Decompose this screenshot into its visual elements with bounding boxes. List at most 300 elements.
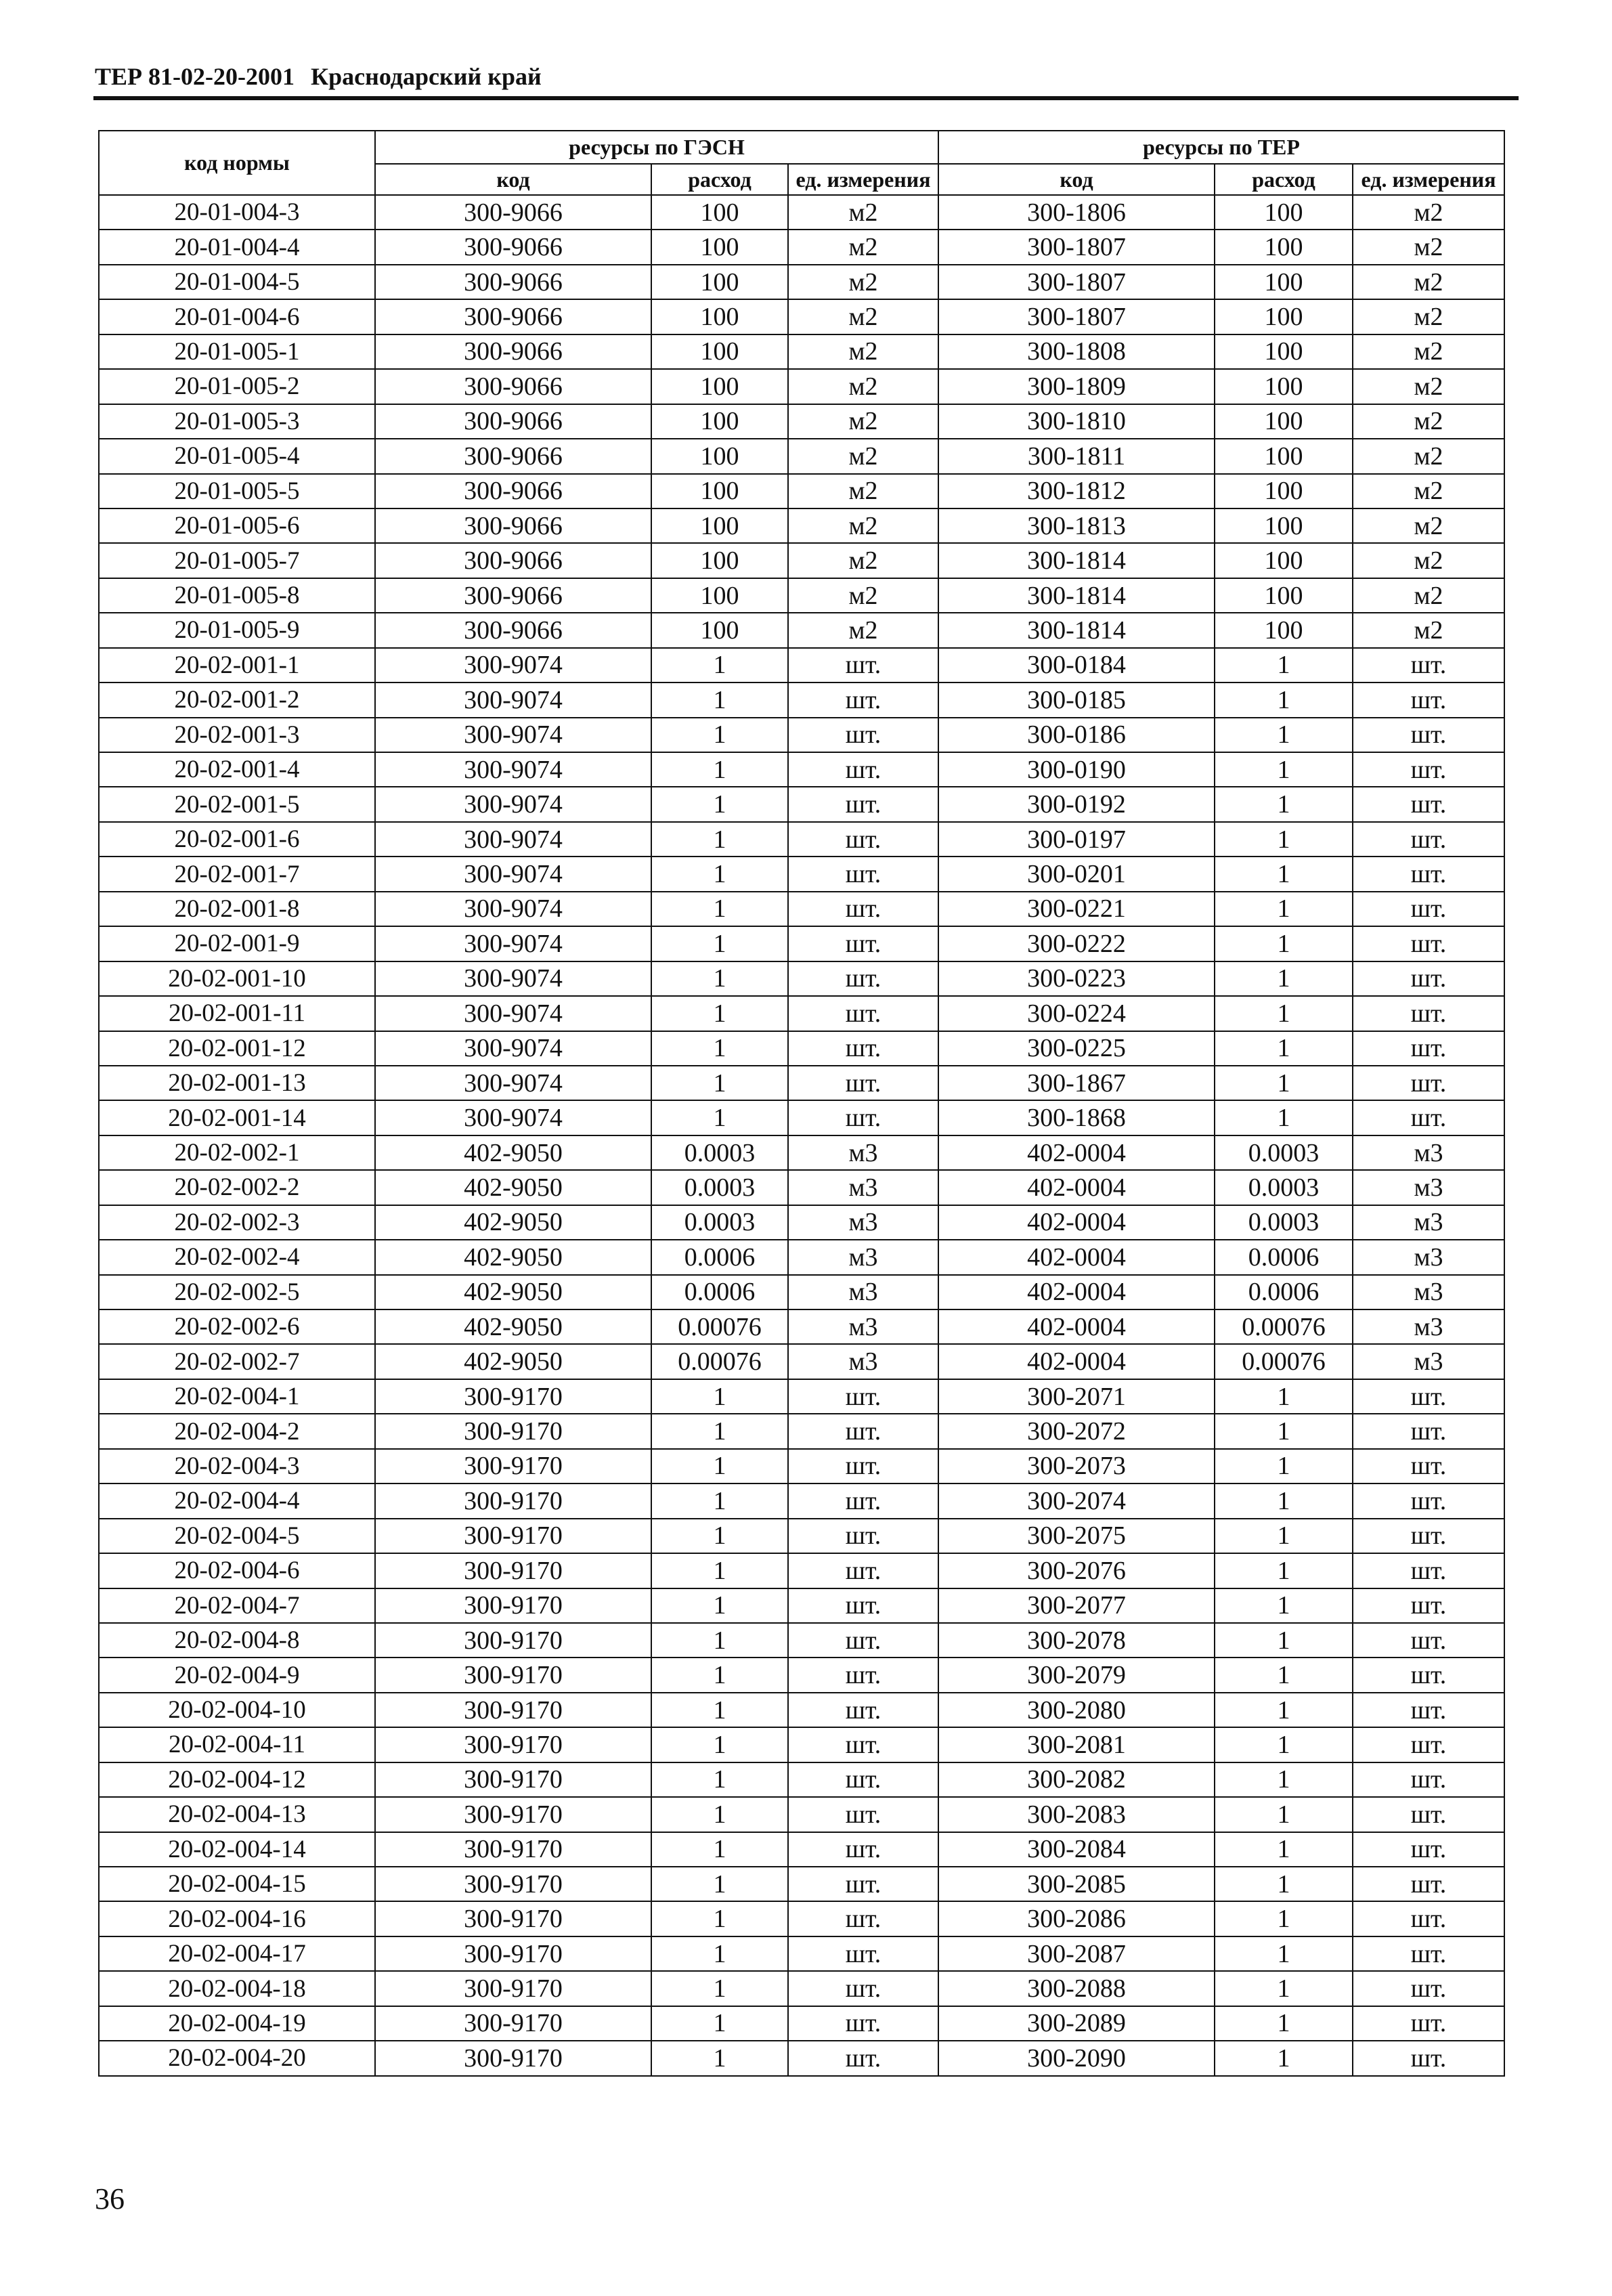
ter-rate-cell: 1 bbox=[1215, 1936, 1353, 1971]
gesn-code-cell: 300-9170 bbox=[375, 1727, 651, 1762]
gesn-unit-cell: м3 bbox=[788, 1344, 938, 1379]
gesn-rate-cell: 0.0006 bbox=[651, 1240, 788, 1274]
ter-code-cell: 300-1810 bbox=[938, 404, 1215, 439]
ter-rate-cell: 100 bbox=[1215, 265, 1353, 299]
ter-unit-cell: шт. bbox=[1353, 1553, 1504, 1588]
ter-unit-cell: м2 bbox=[1353, 404, 1504, 439]
ter-code-cell: 300-2073 bbox=[938, 1449, 1215, 1483]
ter-unit-cell: шт. bbox=[1353, 1727, 1504, 1762]
gesn-rate-cell: 1 bbox=[651, 857, 788, 891]
ter-rate-cell: 100 bbox=[1215, 543, 1353, 578]
table-row bbox=[99, 508, 1504, 543]
gesn-unit-cell: шт. bbox=[788, 1867, 938, 1901]
gesn-unit-cell: м2 bbox=[788, 613, 938, 647]
gesn-code-cell: 300-9170 bbox=[375, 1449, 651, 1483]
gesn-rate-cell: 1 bbox=[651, 1483, 788, 1518]
gesn-rate-cell: 1 bbox=[651, 961, 788, 996]
gesn-code-cell: 402-9050 bbox=[375, 1135, 651, 1170]
gesn-rate-cell: 100 bbox=[651, 613, 788, 647]
gesn-unit-cell: м2 bbox=[788, 508, 938, 543]
gesn-unit-cell: шт. bbox=[788, 1379, 938, 1414]
ter-unit-cell: шт. bbox=[1353, 2041, 1504, 2075]
gesn-rate-cell: 1 bbox=[651, 1519, 788, 1553]
table-row bbox=[99, 787, 1504, 821]
gesn-unit-cell: шт. bbox=[788, 1623, 938, 1658]
gesn-unit-cell: шт. bbox=[788, 718, 938, 752]
ter-code-cell: 300-0225 bbox=[938, 1031, 1215, 1066]
ter-unit-cell: шт. bbox=[1353, 2006, 1504, 2041]
gesn-code-cell: 402-9050 bbox=[375, 1205, 651, 1240]
gesn-unit-cell: шт. bbox=[788, 1797, 938, 1832]
ter-code-cell: 300-1807 bbox=[938, 299, 1215, 334]
gesn-rate-cell: 1 bbox=[651, 1379, 788, 1414]
ter-unit-cell: шт. bbox=[1353, 1762, 1504, 1797]
ter-unit-cell: шт. bbox=[1353, 822, 1504, 857]
gesn-rate-cell: 1 bbox=[651, 1727, 788, 1762]
table-row bbox=[99, 543, 1504, 578]
gesn-unit-cell: шт. bbox=[788, 1031, 938, 1066]
gesn-rate-cell: 1 bbox=[651, 2041, 788, 2075]
ter-rate-cell: 100 bbox=[1215, 474, 1353, 508]
ter-code-cell: 300-2075 bbox=[938, 1519, 1215, 1553]
gesn-rate-cell: 1 bbox=[651, 1867, 788, 1901]
table-row bbox=[99, 1379, 1504, 1414]
ter-rate-cell: 1 bbox=[1215, 1971, 1353, 2006]
ter-code-cell: 300-2071 bbox=[938, 1379, 1215, 1414]
col-header-gesn-rate: расход bbox=[651, 164, 788, 195]
ter-unit-cell: шт. bbox=[1353, 1588, 1504, 1623]
ter-unit-cell: шт. bbox=[1353, 1797, 1504, 1832]
ter-code-cell: 300-0186 bbox=[938, 718, 1215, 752]
ter-rate-cell: 1 bbox=[1215, 1901, 1353, 1936]
norm-code-cell: 20-02-004-9 bbox=[99, 1658, 375, 1692]
table-row bbox=[99, 718, 1504, 752]
ter-code-cell: 300-0223 bbox=[938, 961, 1215, 996]
gesn-code-cell: 300-9170 bbox=[375, 1588, 651, 1623]
table-row bbox=[99, 1240, 1504, 1274]
norm-code-cell: 20-02-004-11 bbox=[99, 1727, 375, 1762]
table-row bbox=[99, 1414, 1504, 1448]
ter-code-cell: 300-1812 bbox=[938, 474, 1215, 508]
table-row bbox=[99, 299, 1504, 334]
gesn-code-cell: 300-9170 bbox=[375, 1693, 651, 1727]
ter-code-cell: 300-0190 bbox=[938, 752, 1215, 787]
gesn-rate-cell: 0.0003 bbox=[651, 1205, 788, 1240]
gesn-code-cell: 300-9066 bbox=[375, 230, 651, 264]
table-row bbox=[99, 1135, 1504, 1170]
norm-code-cell: 20-01-005-5 bbox=[99, 474, 375, 508]
norm-code-cell: 20-02-001-14 bbox=[99, 1100, 375, 1135]
ter-unit-cell: шт. bbox=[1353, 718, 1504, 752]
gesn-rate-cell: 0.0003 bbox=[651, 1135, 788, 1170]
table-row bbox=[99, 1588, 1504, 1623]
gesn-code-cell: 402-9050 bbox=[375, 1275, 651, 1309]
gesn-rate-cell: 1 bbox=[651, 683, 788, 717]
ter-code-cell: 402-0004 bbox=[938, 1205, 1215, 1240]
gesn-unit-cell: м3 bbox=[788, 1309, 938, 1344]
norm-code-cell: 20-02-002-1 bbox=[99, 1135, 375, 1170]
gesn-rate-cell: 1 bbox=[651, 1553, 788, 1588]
norm-code-cell: 20-02-001-2 bbox=[99, 683, 375, 717]
ter-code-cell: 300-2085 bbox=[938, 1867, 1215, 1901]
ter-rate-cell: 1 bbox=[1215, 1797, 1353, 1832]
gesn-code-cell: 402-9050 bbox=[375, 1170, 651, 1205]
gesn-unit-cell: шт. bbox=[788, 1588, 938, 1623]
gesn-rate-cell: 1 bbox=[651, 2006, 788, 2041]
ter-unit-cell: шт. bbox=[1353, 1519, 1504, 1553]
norm-code-cell: 20-02-004-1 bbox=[99, 1379, 375, 1414]
ter-unit-cell: м2 bbox=[1353, 439, 1504, 473]
resource-table-wrapper bbox=[98, 130, 1504, 2077]
table-row bbox=[99, 404, 1504, 439]
ter-rate-cell: 1 bbox=[1215, 1100, 1353, 1135]
table-row bbox=[99, 1031, 1504, 1066]
gesn-code-cell: 300-9074 bbox=[375, 752, 651, 787]
norm-code-cell: 20-01-005-3 bbox=[99, 404, 375, 439]
ter-rate-cell: 1 bbox=[1215, 1693, 1353, 1727]
ter-unit-cell: шт. bbox=[1353, 1414, 1504, 1448]
ter-unit-cell: шт. bbox=[1353, 1971, 1504, 2006]
gesn-unit-cell: шт. bbox=[788, 1727, 938, 1762]
gesn-rate-cell: 100 bbox=[651, 299, 788, 334]
table-row bbox=[99, 1693, 1504, 1727]
ter-unit-cell: м3 bbox=[1353, 1135, 1504, 1170]
ter-rate-cell: 100 bbox=[1215, 334, 1353, 369]
norm-code-cell: 20-01-005-4 bbox=[99, 439, 375, 473]
norm-code-cell: 20-01-005-9 bbox=[99, 613, 375, 647]
ter-code-cell: 300-2084 bbox=[938, 1832, 1215, 1867]
gesn-unit-cell: шт. bbox=[788, 1100, 938, 1135]
gesn-rate-cell: 1 bbox=[651, 718, 788, 752]
ter-code-cell: 300-2077 bbox=[938, 1588, 1215, 1623]
ter-code-cell: 402-0004 bbox=[938, 1309, 1215, 1344]
ter-rate-cell: 100 bbox=[1215, 195, 1353, 230]
gesn-rate-cell: 100 bbox=[651, 265, 788, 299]
norm-code-cell: 20-01-005-1 bbox=[99, 334, 375, 369]
gesn-unit-cell: шт. bbox=[788, 1066, 938, 1100]
gesn-unit-cell: шт. bbox=[788, 1693, 938, 1727]
table-row bbox=[99, 474, 1504, 508]
ter-code-cell: 402-0004 bbox=[938, 1170, 1215, 1205]
doc-code: ТЕР 81-02-20-2001 bbox=[95, 63, 295, 90]
ter-code-cell: 300-1868 bbox=[938, 1100, 1215, 1135]
gesn-rate-cell: 100 bbox=[651, 474, 788, 508]
region-name: Краснодарский край bbox=[310, 63, 542, 90]
norm-code-cell: 20-02-001-5 bbox=[99, 787, 375, 821]
ter-code-cell: 300-2090 bbox=[938, 2041, 1215, 2075]
gesn-rate-cell: 1 bbox=[651, 996, 788, 1031]
gesn-code-cell: 300-9170 bbox=[375, 1762, 651, 1797]
ter-rate-cell: 0.0006 bbox=[1215, 1275, 1353, 1309]
ter-unit-cell: шт. bbox=[1353, 787, 1504, 821]
norm-code-cell: 20-02-004-8 bbox=[99, 1623, 375, 1658]
ter-unit-cell: шт. bbox=[1353, 1379, 1504, 1414]
gesn-code-cell: 300-9074 bbox=[375, 961, 651, 996]
ter-rate-cell: 1 bbox=[1215, 1832, 1353, 1867]
ter-rate-cell: 0.0006 bbox=[1215, 1240, 1353, 1274]
gesn-code-cell: 300-9074 bbox=[375, 822, 651, 857]
resource-mapping-table bbox=[98, 130, 1505, 2077]
ter-rate-cell: 0.00076 bbox=[1215, 1309, 1353, 1344]
table-row bbox=[99, 1100, 1504, 1135]
ter-code-cell: 300-0224 bbox=[938, 996, 1215, 1031]
ter-rate-cell: 100 bbox=[1215, 404, 1353, 439]
ter-unit-cell: шт. bbox=[1353, 1936, 1504, 1971]
ter-rate-cell: 100 bbox=[1215, 369, 1353, 404]
table-row bbox=[99, 334, 1504, 369]
ter-rate-cell: 1 bbox=[1215, 1031, 1353, 1066]
table-row bbox=[99, 1727, 1504, 1762]
gesn-rate-cell: 1 bbox=[651, 1414, 788, 1448]
norm-code-cell: 20-01-004-6 bbox=[99, 299, 375, 334]
norm-code-cell: 20-02-004-17 bbox=[99, 1936, 375, 1971]
ter-unit-cell: м2 bbox=[1353, 578, 1504, 613]
gesn-unit-cell: м2 bbox=[788, 265, 938, 299]
norm-code-cell: 20-02-001-1 bbox=[99, 648, 375, 683]
table-row bbox=[99, 1658, 1504, 1692]
norm-code-cell: 20-02-002-7 bbox=[99, 1344, 375, 1379]
gesn-code-cell: 300-9170 bbox=[375, 1936, 651, 1971]
ter-code-cell: 300-0201 bbox=[938, 857, 1215, 891]
ter-unit-cell: м2 bbox=[1353, 613, 1504, 647]
ter-rate-cell: 100 bbox=[1215, 299, 1353, 334]
gesn-code-cell: 300-9074 bbox=[375, 996, 651, 1031]
norm-code-cell: 20-02-002-4 bbox=[99, 1240, 375, 1274]
gesn-unit-cell: шт. bbox=[788, 1658, 938, 1692]
gesn-code-cell: 300-9074 bbox=[375, 857, 651, 891]
table-row bbox=[99, 1553, 1504, 1588]
gesn-code-cell: 300-9170 bbox=[375, 1379, 651, 1414]
gesn-rate-cell: 1 bbox=[651, 1588, 788, 1623]
ter-rate-cell: 100 bbox=[1215, 439, 1353, 473]
ter-unit-cell: м2 bbox=[1353, 334, 1504, 369]
ter-rate-cell: 1 bbox=[1215, 718, 1353, 752]
ter-rate-cell: 1 bbox=[1215, 648, 1353, 683]
gesn-unit-cell: шт. bbox=[788, 2006, 938, 2041]
ter-code-cell: 300-2074 bbox=[938, 1483, 1215, 1518]
ter-unit-cell: шт. bbox=[1353, 752, 1504, 787]
ter-rate-cell: 1 bbox=[1215, 961, 1353, 996]
norm-code-cell: 20-02-004-2 bbox=[99, 1414, 375, 1448]
gesn-unit-cell: м2 bbox=[788, 474, 938, 508]
ter-rate-cell: 1 bbox=[1215, 1762, 1353, 1797]
norm-code-cell: 20-02-004-10 bbox=[99, 1693, 375, 1727]
norm-code-cell: 20-02-004-6 bbox=[99, 1553, 375, 1588]
ter-unit-cell: шт. bbox=[1353, 1832, 1504, 1867]
gesn-unit-cell: м2 bbox=[788, 195, 938, 230]
ter-code-cell: 300-2072 bbox=[938, 1414, 1215, 1448]
gesn-code-cell: 300-9170 bbox=[375, 2041, 651, 2075]
gesn-unit-cell: шт. bbox=[788, 1971, 938, 2006]
gesn-code-cell: 300-9066 bbox=[375, 474, 651, 508]
gesn-code-cell: 300-9170 bbox=[375, 1553, 651, 1588]
ter-code-cell: 300-2081 bbox=[938, 1727, 1215, 1762]
table-row bbox=[99, 926, 1504, 961]
ter-code-cell: 300-1814 bbox=[938, 543, 1215, 578]
table-row bbox=[99, 1309, 1504, 1344]
gesn-code-cell: 300-9170 bbox=[375, 1901, 651, 1936]
gesn-rate-cell: 1 bbox=[651, 1832, 788, 1867]
gesn-rate-cell: 0.0003 bbox=[651, 1170, 788, 1205]
gesn-unit-cell: шт. bbox=[788, 683, 938, 717]
ter-unit-cell: шт. bbox=[1353, 1449, 1504, 1483]
ter-rate-cell: 1 bbox=[1215, 1483, 1353, 1518]
gesn-code-cell: 300-9074 bbox=[375, 683, 651, 717]
norm-code-cell: 20-02-004-20 bbox=[99, 2041, 375, 2075]
ter-rate-cell: 1 bbox=[1215, 2041, 1353, 2075]
gesn-unit-cell: шт. bbox=[788, 926, 938, 961]
table-row bbox=[99, 1066, 1504, 1100]
table-row bbox=[99, 648, 1504, 683]
gesn-rate-cell: 1 bbox=[651, 1066, 788, 1100]
gesn-code-cell: 300-9066 bbox=[375, 613, 651, 647]
table-row bbox=[99, 1170, 1504, 1205]
gesn-unit-cell: шт. bbox=[788, 1901, 938, 1936]
ter-rate-cell: 1 bbox=[1215, 1727, 1353, 1762]
norm-code-cell: 20-02-004-13 bbox=[99, 1797, 375, 1832]
gesn-unit-cell: шт. bbox=[788, 1936, 938, 1971]
gesn-code-cell: 300-9074 bbox=[375, 718, 651, 752]
ter-unit-cell: м2 bbox=[1353, 265, 1504, 299]
gesn-rate-cell: 1 bbox=[651, 1100, 788, 1135]
norm-code-cell: 20-01-004-4 bbox=[99, 230, 375, 264]
ter-unit-cell: шт. bbox=[1353, 1031, 1504, 1066]
gesn-rate-cell: 1 bbox=[651, 926, 788, 961]
ter-rate-cell: 100 bbox=[1215, 578, 1353, 613]
ter-code-cell: 300-0185 bbox=[938, 683, 1215, 717]
gesn-rate-cell: 100 bbox=[651, 578, 788, 613]
gesn-code-cell: 300-9074 bbox=[375, 787, 651, 821]
ter-unit-cell: шт. bbox=[1353, 683, 1504, 717]
gesn-unit-cell: шт. bbox=[788, 2041, 938, 2075]
gesn-code-cell: 300-9170 bbox=[375, 1832, 651, 1867]
table-row bbox=[99, 752, 1504, 787]
ter-rate-cell: 0.0003 bbox=[1215, 1170, 1353, 1205]
table-row bbox=[99, 1901, 1504, 1936]
gesn-unit-cell: шт. bbox=[788, 1414, 938, 1448]
norm-code-cell: 20-02-001-6 bbox=[99, 822, 375, 857]
col-header-ter-rate: расход bbox=[1215, 164, 1353, 195]
gesn-unit-cell: шт. bbox=[788, 961, 938, 996]
norm-code-cell: 20-02-002-2 bbox=[99, 1170, 375, 1205]
gesn-code-cell: 300-9170 bbox=[375, 1414, 651, 1448]
table-row bbox=[99, 1832, 1504, 1867]
table-row bbox=[99, 1483, 1504, 1518]
ter-code-cell: 300-1808 bbox=[938, 334, 1215, 369]
norm-code-cell: 20-02-001-10 bbox=[99, 961, 375, 996]
ter-rate-cell: 1 bbox=[1215, 857, 1353, 891]
norm-code-cell: 20-01-005-7 bbox=[99, 543, 375, 578]
ter-rate-cell: 0.0003 bbox=[1215, 1205, 1353, 1240]
ter-unit-cell: шт. bbox=[1353, 1066, 1504, 1100]
norm-code-cell: 20-02-001-11 bbox=[99, 996, 375, 1031]
ter-rate-cell: 1 bbox=[1215, 926, 1353, 961]
gesn-code-cell: 300-9066 bbox=[375, 265, 651, 299]
table-header-row-1 bbox=[99, 131, 1504, 164]
norm-code-cell: 20-02-001-13 bbox=[99, 1066, 375, 1100]
gesn-unit-cell: шт. bbox=[788, 892, 938, 926]
norm-code-cell: 20-01-004-3 bbox=[99, 195, 375, 230]
ter-unit-cell: шт. bbox=[1353, 1623, 1504, 1658]
gesn-unit-cell: шт. bbox=[788, 857, 938, 891]
gesn-rate-cell: 1 bbox=[651, 1762, 788, 1797]
ter-unit-cell: м2 bbox=[1353, 299, 1504, 334]
gesn-rate-cell: 100 bbox=[651, 439, 788, 473]
gesn-unit-cell: шт. bbox=[788, 1553, 938, 1588]
table-row bbox=[99, 683, 1504, 717]
gesn-code-cell: 300-9170 bbox=[375, 1971, 651, 2006]
gesn-code-cell: 300-9066 bbox=[375, 299, 651, 334]
gesn-rate-cell: 100 bbox=[651, 404, 788, 439]
ter-unit-cell: шт. bbox=[1353, 648, 1504, 683]
gesn-code-cell: 300-9066 bbox=[375, 543, 651, 578]
ter-rate-cell: 100 bbox=[1215, 508, 1353, 543]
table-row bbox=[99, 1623, 1504, 1658]
ter-unit-cell: м2 bbox=[1353, 474, 1504, 508]
table-row bbox=[99, 996, 1504, 1031]
gesn-unit-cell: м3 bbox=[788, 1240, 938, 1274]
gesn-rate-cell: 100 bbox=[651, 508, 788, 543]
gesn-unit-cell: шт. bbox=[788, 1762, 938, 1797]
running-header bbox=[95, 62, 542, 91]
gesn-unit-cell: шт. bbox=[788, 1519, 938, 1553]
table-row bbox=[99, 1936, 1504, 1971]
table-row bbox=[99, 1449, 1504, 1483]
norm-code-cell: 20-02-004-4 bbox=[99, 1483, 375, 1518]
ter-rate-cell: 1 bbox=[1215, 787, 1353, 821]
ter-code-cell: 300-2080 bbox=[938, 1693, 1215, 1727]
ter-code-cell: 300-0192 bbox=[938, 787, 1215, 821]
ter-unit-cell: м2 bbox=[1353, 230, 1504, 264]
ter-code-cell: 300-1806 bbox=[938, 195, 1215, 230]
gesn-rate-cell: 1 bbox=[651, 787, 788, 821]
norm-code-cell: 20-02-004-19 bbox=[99, 2006, 375, 2041]
table-row bbox=[99, 1867, 1504, 1901]
ter-rate-cell: 1 bbox=[1215, 683, 1353, 717]
table-row bbox=[99, 613, 1504, 647]
gesn-code-cell: 300-9074 bbox=[375, 892, 651, 926]
ter-code-cell: 300-0197 bbox=[938, 822, 1215, 857]
norm-code-cell: 20-01-005-8 bbox=[99, 578, 375, 613]
norm-code-cell: 20-02-004-7 bbox=[99, 1588, 375, 1623]
ter-code-cell: 300-1809 bbox=[938, 369, 1215, 404]
gesn-code-cell: 300-9066 bbox=[375, 404, 651, 439]
ter-code-cell: 402-0004 bbox=[938, 1275, 1215, 1309]
gesn-code-cell: 300-9074 bbox=[375, 1100, 651, 1135]
ter-code-cell: 300-2088 bbox=[938, 1971, 1215, 2006]
table-row bbox=[99, 892, 1504, 926]
norm-code-cell: 20-01-005-6 bbox=[99, 508, 375, 543]
table-row bbox=[99, 1797, 1504, 1832]
gesn-code-cell: 300-9170 bbox=[375, 2006, 651, 2041]
gesn-rate-cell: 1 bbox=[651, 1658, 788, 1692]
col-header-norm-code: код нормы bbox=[99, 131, 375, 195]
table-row bbox=[99, 195, 1504, 230]
table-row bbox=[99, 822, 1504, 857]
gesn-rate-cell: 1 bbox=[651, 892, 788, 926]
gesn-code-cell: 300-9074 bbox=[375, 648, 651, 683]
norm-code-cell: 20-02-004-15 bbox=[99, 1867, 375, 1901]
table-row bbox=[99, 230, 1504, 264]
gesn-code-cell: 300-9170 bbox=[375, 1797, 651, 1832]
gesn-rate-cell: 100 bbox=[651, 230, 788, 264]
gesn-rate-cell: 1 bbox=[651, 648, 788, 683]
norm-code-cell: 20-02-001-4 bbox=[99, 752, 375, 787]
ter-rate-cell: 1 bbox=[1215, 1414, 1353, 1448]
gesn-code-cell: 300-9066 bbox=[375, 195, 651, 230]
gesn-rate-cell: 100 bbox=[651, 543, 788, 578]
ter-unit-cell: м3 bbox=[1353, 1275, 1504, 1309]
